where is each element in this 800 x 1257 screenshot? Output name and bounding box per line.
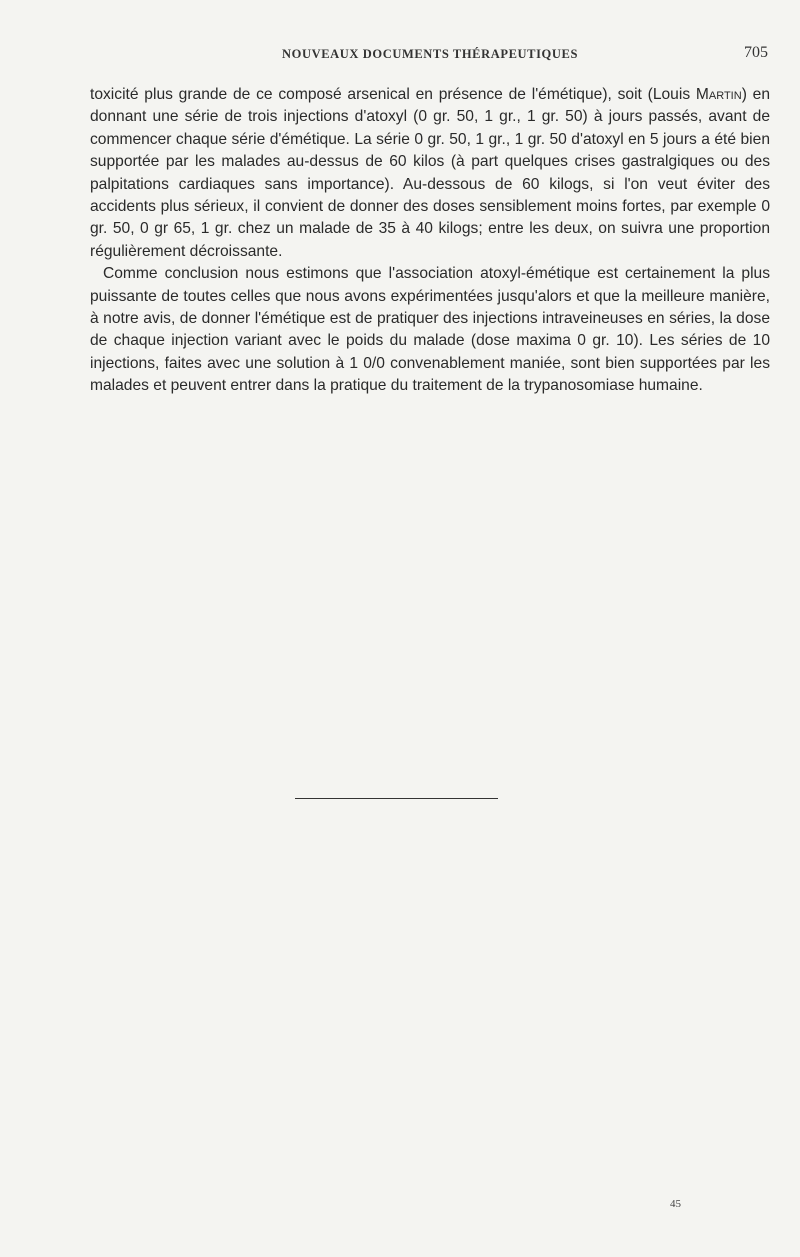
author-name-martin: Martin — [695, 86, 742, 103]
paragraph-1-start: toxicité plus grande de ce composé arsenical en présence de l'émétique), soit (Louis — [90, 86, 696, 103]
body-text — [90, 84, 770, 398]
paragraph-2: Comme conclusion nous estimons que l'association atoxyl-émétique est certainement la plus puissante de toutes celles que nous avons expérimentées jusqu'alors et que la meilleure manière, à notre avis, de donner l'émétique est de pratiquer des injections intraveineuses en séries, la dose de chaque injection variant avec le poids du malade (dose maxima 0 gr. 10). Les séries de 10 injections, faites avec une solution à 1 0/0 convenablement maniée, sont bien supportées par les malades et peuvent entrer dans la pratique du traitement de la trypanosomiase humaine. — [90, 265, 770, 395]
paragraph-1 — [90, 84, 770, 263]
page-number: 705 — [744, 44, 768, 61]
signature-mark: 45 — [670, 1198, 681, 1210]
running-title: NOUVEAUX DOCUMENTS THÉRAPEUTIQUES — [282, 47, 578, 61]
paragraph-1-rest: ) en donnant une série de trois injections d'atoxyl (0 gr. 50, 1 gr., 1 gr. 50) à jours passés, avant de commencer chaque série d'émétique. La série 0 gr. 50, 1 gr., 1 gr. 50 d'atoxyl en 5 jours a été bien supportée par les malades au-dessus de 60 kilos (à part quelques crises gastralgiques ou des palpitations cardiaques sans importance). Au-dessous de 60 kilogs, si l'on veut éviter des accidents plus sérieux, il convient de donner des doses sensiblement moins fortes, par exemple 0 gr. 50, 0 gr 65, 1 gr. chez un malade de 35 à 40 kilogs; entre les deux, on suivra une proportion régulièrement décroissante. — [90, 86, 770, 260]
section-end-rule — [295, 798, 498, 799]
running-head — [90, 44, 770, 67]
